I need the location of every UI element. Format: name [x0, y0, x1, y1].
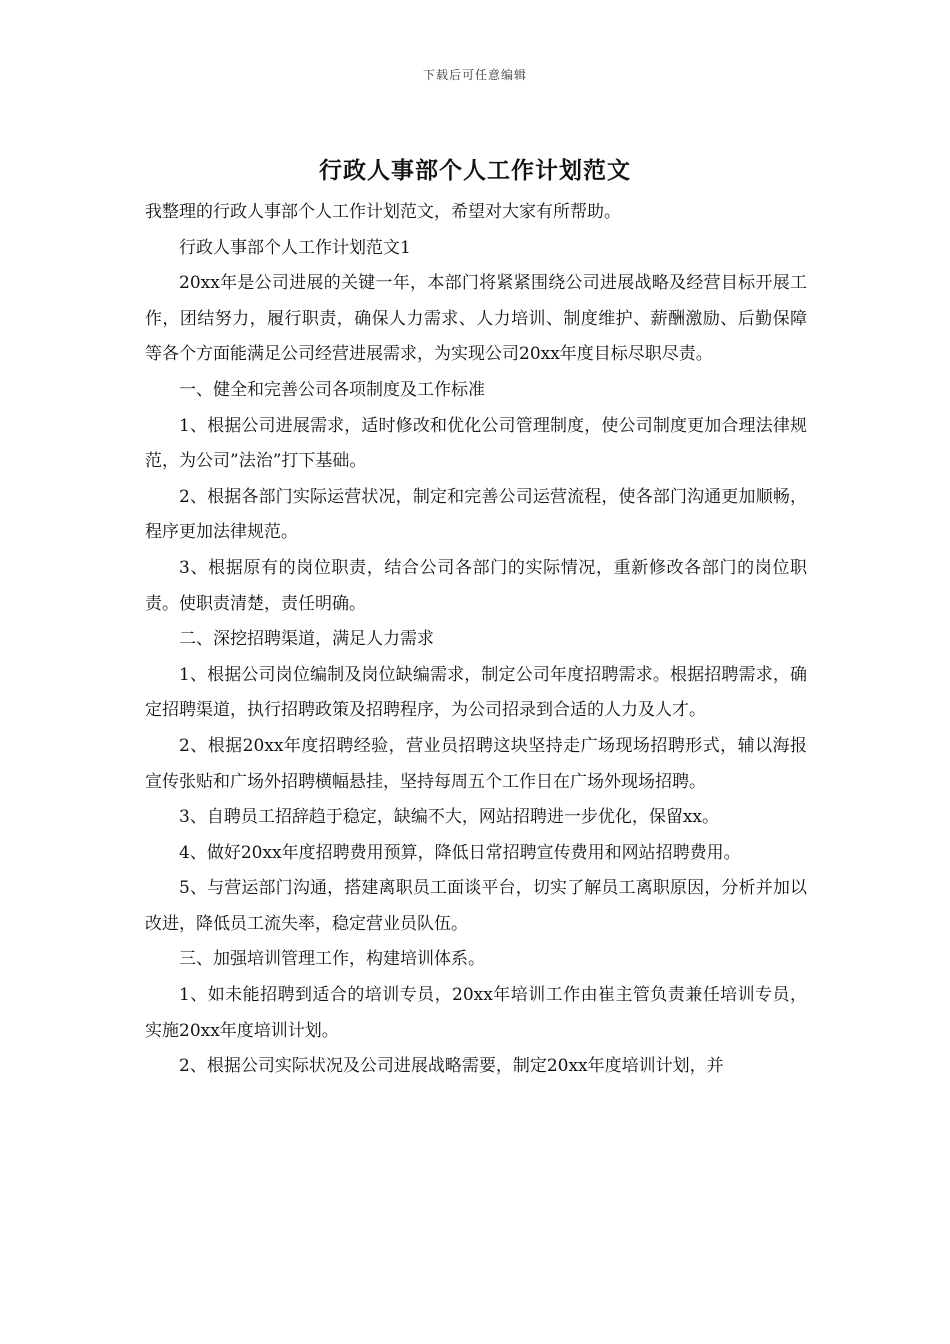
paragraph-overview: 20xx年是公司进展的关键一年，本部门将紧紧围绕公司进展战略及经营目标开展工作，团结努力，履行职责，确保人力需求、人力培训、制度维护、薪酬激励、后勤保障等各个方面能满足公司经营进展需求，为实现公司20xx年度目标尽职尽责。	[145, 273, 807, 365]
intro-paragraph: 我整理的行政人事部个人工作计划范文，希望对大家有所帮助。	[145, 202, 621, 222]
paragraph-item: 1、根据公司岗位编制及岗位缺编需求，制定公司年度招聘需求。根据招聘需求，确定招聘渠道，执行招聘政策及招聘程序，为公司招录到合适的人力及人才。	[145, 664, 807, 721]
paragraph-item: 1、如未能招聘到适合的培训专员，20xx年培训工作由崔主管负责兼任培训专员，实施20xx年度培训计划。	[145, 985, 807, 1041]
paragraph-item: 3、根据原有的岗位职责，结合公司各部门的实际情况，重新修改各部门的岗位职责。使职责清楚，责任明确。	[145, 557, 807, 614]
page-header-note: 下载后可任意编辑	[422, 68, 527, 82]
section-heading-3: 三、加强培训管理工作，构建培训体系。	[179, 949, 485, 970]
document-body	[145, 195, 807, 1085]
paragraph-item: 2、根据公司实际状况及公司进展战略需要，制定20xx年度培训计划，并	[179, 1056, 724, 1077]
paragraph-item: 3、自聘员工招辞趋于稳定，缺编不大，网站招聘进一步优化，保留xx。	[179, 807, 719, 828]
paragraph-item: 2、根据20xx年度招聘经验，营业员招聘这块坚持走广场现场招聘形式，辅以海报宣传张贴和广场外招聘横幅悬挂，坚持每周五个工作日在广场外现场招聘。	[145, 735, 807, 792]
paragraph-item: 2、根据各部门实际运营状况，制定和完善公司运营流程，使各部门沟通更加顺畅，程序更加法律规范。	[145, 486, 807, 543]
section-heading-1: 一、健全和完善公司各项制度及工作标准	[179, 379, 485, 400]
section-heading-2: 二、深挖招聘渠道，满足人力需求	[179, 629, 434, 650]
paragraph-item: 5、与营运部门沟通，搭建离职员工面谈平台，切实了解员工离职原因，分析并加以改进，降低员工流失率，稳定营业员队伍。	[145, 878, 807, 934]
paragraph-subtitle: 行政人事部个人工作计划范文1	[179, 237, 411, 258]
document-title: 行政人事部个人工作计划范文	[319, 157, 631, 184]
paragraph-item: 4、做好20xx年度招聘费用预算，降低日常招聘宣传费用和网站招聘费用。	[179, 842, 741, 863]
paragraph-item: 1、根据公司进展需求，适时修改和优化公司管理制度，使公司制度更加合理法律规范，为公司”法治”打下基础。	[145, 415, 807, 472]
